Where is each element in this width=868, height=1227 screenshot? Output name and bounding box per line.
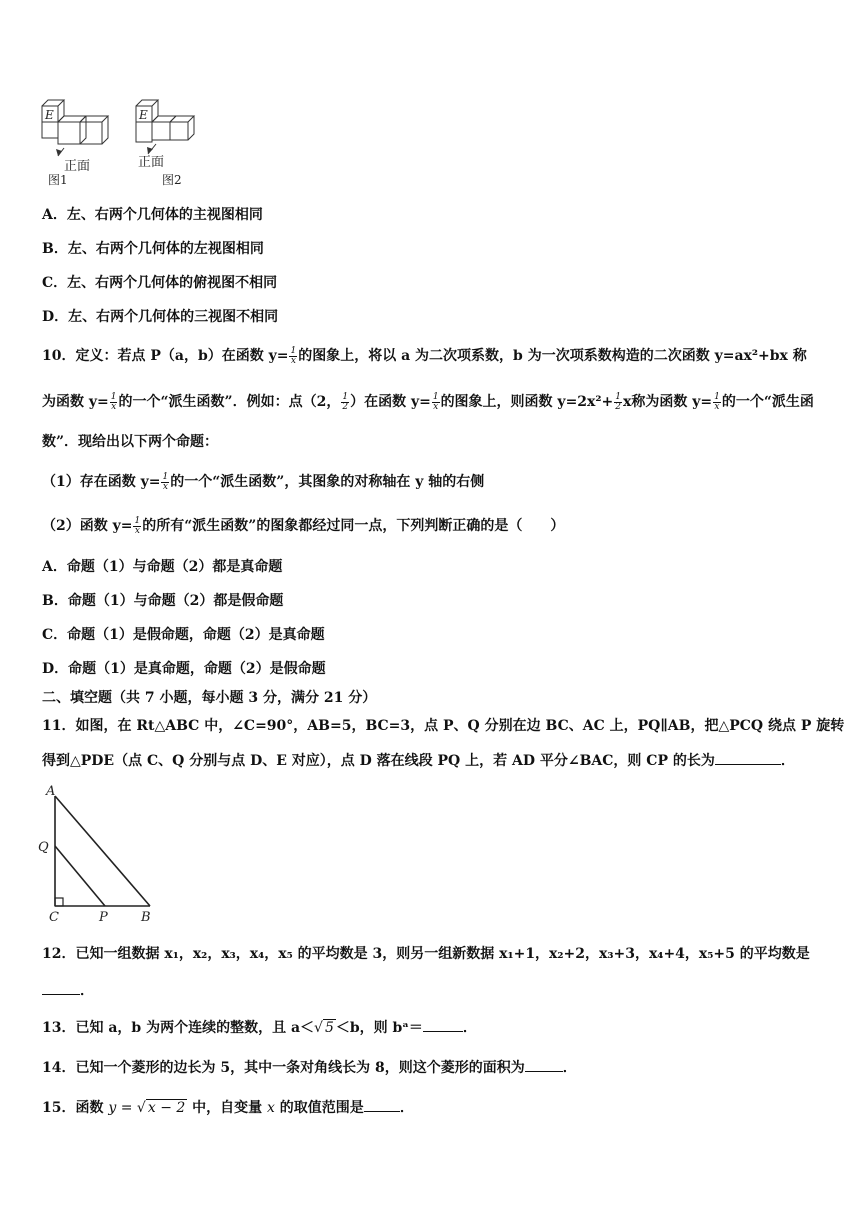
vertex-label-a: A [46,784,56,799]
q10-line1: 10．定义：若点 P（a，b）在函数 y= $\frac{1}{x}$ 的图象上，将以 a 为二次项系数，b 为一次项系数构造的二次函数 y=ax²+bx 称 [42,345,807,366]
fig2-label: 图2 [162,173,182,187]
vertex-label-b: B [141,910,151,925]
q9-option-d: D．左、右两个几何体的三视图不相同 [42,309,279,325]
q12-line1: 12．已知一组数据 x₁，x₂，x₃，x₄，x₅ 的平均数是 3，则另一组新数据 x₁+1，x₂+2，x₃+3，x₄+4，x₅+5 的平均数是 [42,946,810,962]
fig1-label: 图1 [48,173,68,187]
q9-option-a: A．左、右两个几何体的主视图相同 [42,207,263,223]
q10-line3: 数”．现给出以下两个命题： [42,434,219,450]
fig2-front-label: 正面 [138,155,165,170]
q11-line2: 得到△PDE（点 C、Q 分别与点 D、E 对应），点 D 落在线段 PQ 上，若 AD 平分∠BAC，则 CP 的长为 ． [42,750,795,771]
q10-option-c: C．命题（1）是假命题，命题（2）是真命题 [42,627,325,643]
q10-option-b: B．命题（1）与命题（2）都是假命题 [42,593,284,609]
fig2-face-label: E [139,108,148,122]
vertex-label-p: P [99,910,108,925]
q13: 13．已知 a，b 为两个连续的整数，且 a＜√ 5 ＜b，则 bᵃ＝ ． [42,1017,477,1038]
q9-option-c: C．左、右两个几何体的俯视图不相同 [42,275,278,291]
vertex-label-q: Q [38,840,49,855]
q15: 15．函数 y = √ x − 2 中，自变量 x 的取值范围是 ． [42,1097,414,1118]
sqrt-x-minus-2: √ x − 2 [136,1100,186,1116]
answer-blank [715,750,781,765]
fig1-face-label: E [45,108,54,122]
answer-blank [42,980,80,995]
fraction-1-over-x: $\frac{1}{x}$ [290,345,297,366]
answer-blank [525,1057,563,1072]
q10-proposition-2: （2）函数 y= $\frac{1}{x}$ 的所有“派生函数”的图象都经过同一点，下列判断正确的是（ ） [42,515,565,536]
fraction-half: $\frac{1}{2}$ [342,391,349,412]
vertex-label-c: C [49,910,59,925]
q10-proposition-1: （1）存在函数 y= $\frac{1}{x}$ 的一个“派生函数”，其图象的对称轴在 y 轴的右侧 [42,471,485,492]
sqrt-5: √ 5 [314,1020,334,1036]
q11-line1: 11．如图，在 Rt△ABC 中，∠C=90°，AB=5，BC=3，点 P、Q 分别在边 BC、AC 上，PQ∥AB，把△PCQ 绕点 P 旋转 [42,718,845,734]
q10-line2: 为函数 y= $\frac{1}{x}$ 的一个“派生函数”．例如：点（2， $\frac{1}{2}$ ）在函数 y= $\frac{1}{x}$ 的图象上，则函数 y=2x²+ $\frac{1}{2}$ x称为函数 y= $\frac{1}{x}$ 的一个“派生函 [42,391,814,412]
q10-option-d: D．命题（1）是真命题，命题（2）是假命题 [42,661,326,677]
fig1-front-label: 正面 [64,159,91,174]
cube-figures [38,94,210,190]
q9-option-b: B．左、右两个几何体的左视图相同 [42,241,264,257]
q14: 14．已知一个菱形的边长为 5，其中一条对角线长为 8，则这个菱形的面积为 ． [42,1057,577,1078]
section-heading-fill-in: 二、填空题（共 7 小题，每小题 3 分，满分 21 分） [42,690,377,706]
answer-blank [423,1017,463,1032]
q12-line2: ． [42,980,94,1001]
q10-option-a: A．命题（1）与命题（2）都是真命题 [42,559,283,575]
triangle-figure [36,782,160,926]
answer-blank [364,1097,400,1112]
